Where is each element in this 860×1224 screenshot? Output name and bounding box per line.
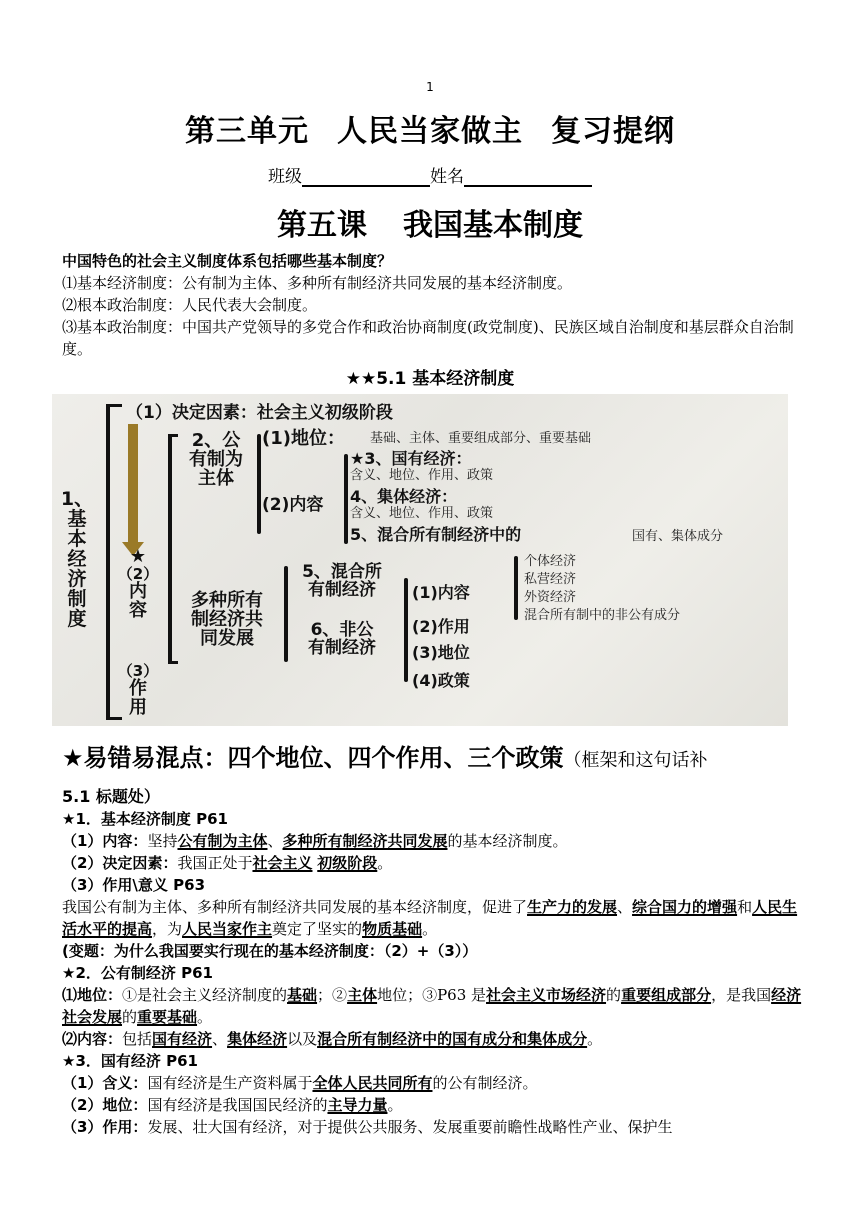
- label: （1）含义：: [62, 1074, 148, 1092]
- text: 地位；③P63 是: [377, 986, 487, 1004]
- text: ，为: [152, 920, 183, 938]
- state-detail: 含义、地位、作用、政策: [350, 468, 494, 483]
- unit-title-part: 第三单元: [185, 114, 309, 149]
- text: 的: [606, 986, 622, 1004]
- key-term: 重要基础: [137, 1008, 198, 1026]
- text: 和: [737, 898, 753, 916]
- brace-line: [106, 404, 122, 407]
- key-term: 混合所有制经济中的国有成分和集体成分: [317, 1030, 588, 1048]
- key-term: 集体经济: [227, 1030, 288, 1048]
- text: 。: [422, 920, 438, 938]
- kind-item: 混合所有制中的非公有成分: [524, 608, 681, 623]
- state-economy: ★3、国有经济：: [350, 449, 472, 468]
- key-term: 初级阶段: [317, 854, 378, 872]
- public-main-line: 主体: [198, 467, 234, 489]
- key-term: 人民当家作主: [182, 920, 273, 938]
- text: 包括: [122, 1030, 153, 1048]
- text: 的公有制经济。: [432, 1074, 538, 1092]
- heading-state: ★3．国有经济 P61: [62, 1052, 198, 1070]
- root-char: 1、: [60, 488, 94, 510]
- brace-line: [404, 578, 408, 682]
- mixed-line: 有制经济: [308, 579, 376, 600]
- text: 发展、壮大国有经济，对于提供公共服务、发展重要前瞻性战略性产业、保护生: [147, 1118, 673, 1136]
- key-term: 主体: [347, 986, 378, 1004]
- line-state-status: [62, 1094, 802, 1116]
- mistake-main: ★易错易混点：四个地位、四个作用、三个政策: [62, 744, 564, 772]
- label: （1）内容：: [62, 832, 148, 850]
- line-effect: [62, 896, 802, 940]
- label: （3）作用：: [62, 1118, 148, 1136]
- intro-item: ⑴基本经济制度：公有制为主体、多种所有制经济共同发展的基本经济制度。: [62, 274, 573, 292]
- sub-role: (2)作用: [412, 617, 470, 636]
- line-public-status: [62, 984, 802, 1028]
- heading-basic-system: ★1．基本经济制度 P61: [62, 810, 228, 828]
- key-term: 国有经济: [152, 1030, 213, 1048]
- section-title: ★★5.1 基本经济制度: [345, 369, 515, 389]
- effect-label: [116, 664, 160, 718]
- sub-policy: (4)政策: [412, 671, 470, 690]
- root-char: 度: [67, 607, 87, 630]
- text: 坚持: [147, 832, 178, 850]
- diagram-root: [58, 490, 96, 630]
- text: ；②: [317, 986, 348, 1004]
- nonpublic-economy: [292, 622, 392, 658]
- root-char: 制: [67, 587, 87, 610]
- brace-line: [344, 454, 348, 544]
- nonpublic-line: 6、非公: [310, 620, 374, 640]
- text: 国有经济是我国国民经济的: [147, 1096, 328, 1114]
- content2-label: (2)内容: [262, 495, 324, 515]
- text: 。: [377, 854, 393, 872]
- content-char: （2）: [117, 564, 159, 583]
- mixed-ownership: [292, 564, 392, 600]
- heading-public: ★2．公有制经济 P61: [62, 964, 213, 982]
- root-char: 经: [67, 547, 87, 570]
- label: （2）决定因素：: [62, 854, 178, 872]
- text: 。: [197, 1008, 213, 1026]
- intro-item: ⑶基本政治制度：中国共产党领导的多党合作和政治协商制度(政党制度)、民族区域自治制度和基层群众自治制度。: [62, 318, 794, 358]
- text: 我国公有制为主体、多种所有制经济共同发展的基本经济制度，促进了: [62, 898, 528, 916]
- label: ⑵内容：: [62, 1030, 123, 1048]
- key-term: 重要组成部分: [621, 986, 712, 1004]
- key-term: 基础: [287, 986, 318, 1004]
- text: 的: [122, 1008, 138, 1026]
- mistake-note-cont: 5.1 标题处）: [62, 787, 160, 806]
- multi-line: 同发展: [200, 627, 254, 649]
- line-factor: [62, 852, 802, 874]
- brace-line: [257, 434, 261, 534]
- collective-economy: 4、集体经济：: [350, 487, 458, 506]
- unit-title-part: 人民当家做主: [337, 114, 523, 149]
- text: 奠定了坚实的: [272, 920, 363, 938]
- nonpublic-line: 有制经济: [308, 637, 376, 658]
- text: 、: [617, 898, 633, 916]
- class-blank[interactable]: [302, 167, 430, 187]
- root-char: 济: [67, 567, 87, 590]
- intro-item: ⑵根本政治制度：人民代表大会制度。: [62, 296, 318, 314]
- label: ⑴地位：: [62, 986, 123, 1004]
- root-char: 基: [67, 507, 87, 530]
- text: 、: [267, 832, 283, 850]
- lesson-title-part: 我国基本制度: [403, 208, 583, 243]
- public-main-line: 2、公: [191, 430, 241, 451]
- key-term: 经济社会发展: [62, 986, 802, 1026]
- content-label: [116, 548, 160, 620]
- multi-ownership: [172, 592, 282, 649]
- text: 。: [587, 1030, 603, 1048]
- text: 我国正处于: [177, 854, 253, 872]
- decisive-factor: （1）决定因素：社会主义初级阶段: [126, 403, 393, 423]
- text: ，是我国: [711, 986, 772, 1004]
- brace-line: [168, 661, 178, 664]
- key-term: 综合国力的增强: [632, 898, 738, 916]
- text: 国有经济是生产资料属于: [147, 1074, 313, 1092]
- intro-block: [62, 250, 802, 360]
- content-char: 内: [129, 580, 147, 602]
- effect-char: 用: [129, 696, 147, 718]
- sub-status: (3)地位: [412, 643, 470, 662]
- text: 的基本经济制度。: [447, 832, 568, 850]
- mistake-heading: [62, 738, 822, 773]
- body-text: [62, 786, 802, 1138]
- effect-char: （3）: [117, 662, 159, 680]
- arrow-shaft: [128, 424, 138, 544]
- mistake-note: （框架和这句话补: [563, 750, 708, 771]
- text: ①是社会主义经济制度的: [122, 986, 288, 1004]
- line-variant: (变题：为什么我国要实行现在的基本经济制度：（2）+（3））: [62, 942, 478, 960]
- brace-line: [284, 566, 288, 662]
- multi-line: 制经济共: [191, 608, 263, 630]
- lesson-title-part: 第五课: [277, 208, 367, 243]
- lesson-title: [0, 200, 860, 244]
- name-blank[interactable]: [464, 167, 592, 187]
- key-term: 多种所有制经济共同发展: [282, 832, 448, 850]
- class-label: 班级: [268, 167, 302, 187]
- economic-system-diagram: [52, 394, 788, 726]
- key-term: 社会主义市场经济: [486, 986, 607, 1004]
- sub-content: (1)内容: [412, 583, 470, 602]
- line-state-meaning: [62, 1072, 802, 1094]
- root-char: 本: [67, 527, 87, 550]
- key-term: 主导力量: [327, 1096, 388, 1114]
- key-term: 人民生活水平的提高: [62, 898, 798, 938]
- key-term: 物质基础: [362, 920, 423, 938]
- line-state-role: [62, 1116, 802, 1138]
- key-term: 公有制为主体: [177, 832, 268, 850]
- brace-line: [514, 556, 518, 620]
- public-main: [176, 432, 256, 489]
- kind-item: 外资经济: [524, 590, 577, 605]
- text: 、: [212, 1030, 228, 1048]
- text: 以及: [287, 1030, 318, 1048]
- mixed-detail: 国有、集体成分: [632, 529, 724, 544]
- class-name-line: [0, 162, 860, 187]
- public-main-line: 有制为: [189, 448, 243, 470]
- kind-item: 个体经济: [524, 554, 577, 569]
- collective-detail: 含义、地位、作用、政策: [350, 506, 494, 521]
- brace-line: [106, 404, 110, 720]
- line-content: [62, 830, 802, 852]
- mixed-economy: 5、混合所有制经济中的: [350, 525, 522, 544]
- effect-char: 作: [129, 677, 147, 699]
- mixed-line: 5、混合所: [302, 562, 382, 582]
- multi-line: 多种所有: [191, 590, 263, 611]
- label: （2）地位：: [62, 1096, 148, 1114]
- kind-item: 私营经济: [524, 572, 577, 587]
- line-effect-label: （3）作用\意义 P63: [62, 876, 206, 894]
- key-term: 全体人民共同所有: [312, 1074, 433, 1092]
- status-detail: 基础、主体、重要组成部分、重要基础: [370, 431, 592, 446]
- unit-title-part: 复习提纲: [551, 114, 675, 149]
- name-label: 姓名: [430, 167, 464, 187]
- unit-title: [0, 106, 860, 150]
- intro-question: 中国特色的社会主义制度体系包括哪些基本制度？: [62, 252, 393, 270]
- content-char: ★: [129, 546, 147, 567]
- key-term: 社会主义: [252, 854, 313, 872]
- content-char: 容: [129, 599, 147, 621]
- page-number: 1: [426, 80, 434, 94]
- key-term: 生产力的发展: [527, 898, 618, 916]
- text: 。: [387, 1096, 403, 1114]
- line-public-content: [62, 1028, 802, 1050]
- status-label: (1)地位：: [262, 428, 345, 449]
